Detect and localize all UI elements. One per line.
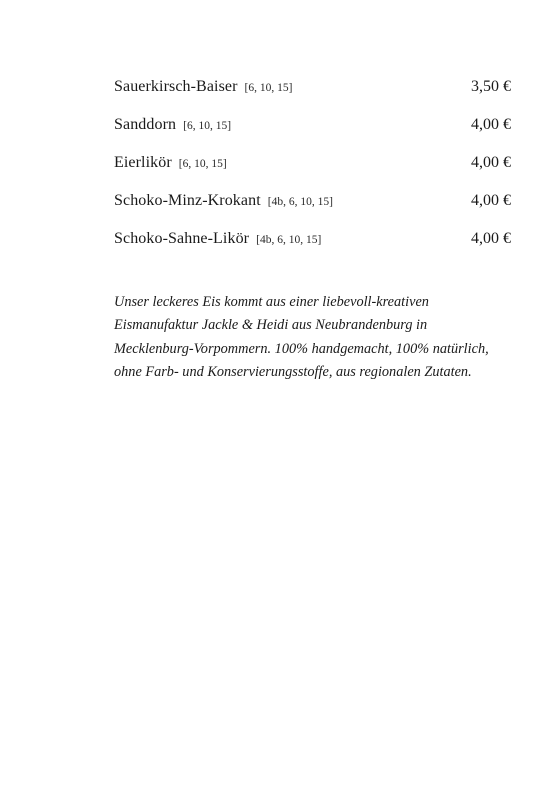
menu-list xyxy=(114,74,511,264)
menu-item-title xyxy=(114,112,231,139)
menu-item-price: 4,00 € xyxy=(471,154,511,171)
menu-item-price: 4,00 € xyxy=(471,230,511,247)
menu-item-allergens: [6, 10, 15] xyxy=(183,120,232,132)
menu-item-price: 4,00 € xyxy=(471,192,511,209)
menu-item-allergens: [6, 10, 15] xyxy=(244,82,293,94)
menu-item xyxy=(114,112,511,150)
menu-item-title xyxy=(114,188,333,215)
menu-item xyxy=(114,188,511,226)
menu-item xyxy=(114,74,511,112)
menu-item xyxy=(114,226,511,264)
note-line: Eismanufaktur Jackle & Heidi aus Neubrandenburg in xyxy=(114,317,428,334)
menu-item-name: Sauerkirsch-Baiser xyxy=(114,78,238,95)
menu-item-title xyxy=(114,226,321,253)
menu-item-allergens: [6, 10, 15] xyxy=(178,158,227,170)
menu-item xyxy=(114,150,511,188)
menu-item-name: Schoko-Minz-Krokant xyxy=(114,192,261,209)
menu-item-name: Sanddorn xyxy=(114,116,177,133)
menu-item-title xyxy=(114,150,227,177)
menu-item-price: 4,00 € xyxy=(471,116,511,133)
menu-item-allergens: [4b, 6, 10, 15] xyxy=(267,196,333,208)
menu-item-title xyxy=(114,74,292,101)
menu-item-name: Eierlikör xyxy=(114,154,172,171)
ice-cream-info-note xyxy=(114,291,524,384)
menu-item-name: Schoko-Sahne-Likör xyxy=(114,230,250,247)
menu-item-price: 3,50 € xyxy=(471,78,511,95)
note-line: ohne Farb- und Konservierungsstoffe, aus regionalen Zutaten. xyxy=(114,363,472,380)
note-line: Unser leckeres Eis kommt aus einer liebevoll-kreativen xyxy=(114,294,429,310)
note-line: Mecklenburg-Vorpommern. 100% handgemacht, 100% natürlich, xyxy=(114,340,489,357)
menu-item-allergens: [4b, 6, 10, 15] xyxy=(256,234,322,246)
